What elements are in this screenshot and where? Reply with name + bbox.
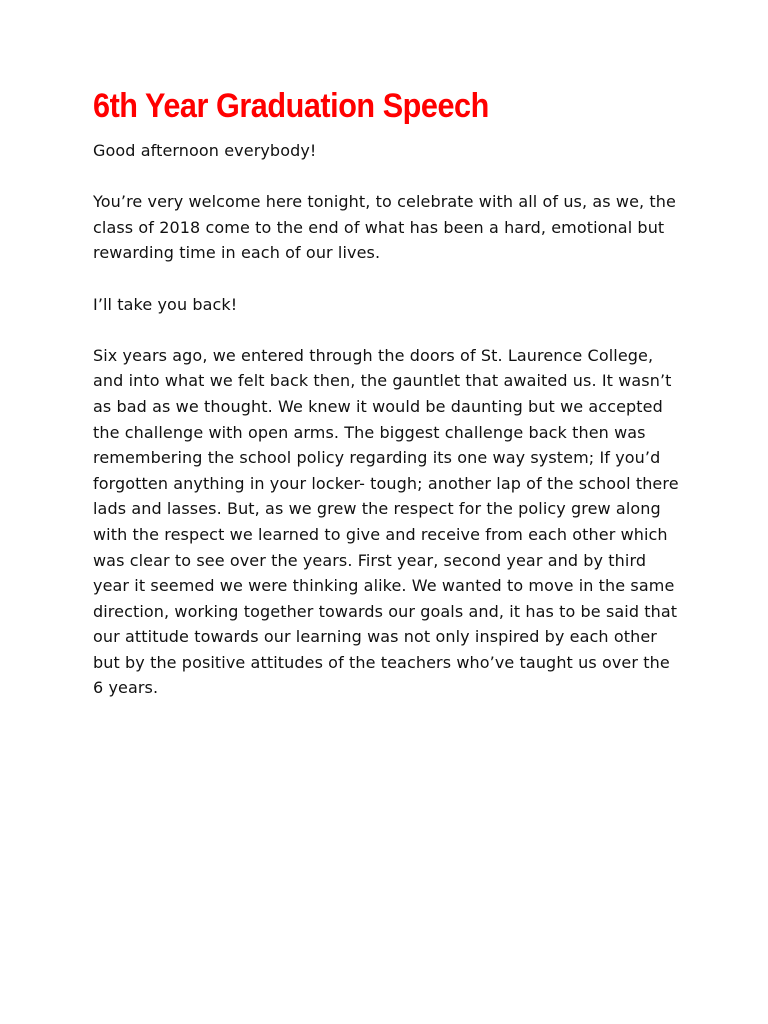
document-title: 6th Year Graduation Speech [93, 87, 489, 125]
welcome-paragraph: You’re very welcome here tonight, to celebrate with all of us, as we, the class of 2018 come to the end of what has been a hard, emotional but rewarding time in each of our lives. [93, 192, 676, 263]
take-back-paragraph: I’ll take you back! [93, 294, 238, 314]
memories-paragraph: Six years ago, we entered through the doors of St. Laurence College, and into what we felt back then, the gauntlet that awaited us. It wasn’t as bad as we thought. We knew it would be daunting but we accepted the challenge with open arms. The biggest challenge back then was remembering the school policy regarding its one way system; If you’d forgotten anything in your locker- tough; another lap of the school there lads and lasses. But, as we grew the respect for the policy grew along with the respect we learned to give and receive from each other which was clear to see over the years. First year, second year and by third year it seemed we were thinking alike. We wanted to move in the same direction, working together towards our goals and, it has to be said that our attitude towards our learning was not only inspired by each other but by the positive attitudes of the teachers who’ve taught us over the 6 years. [93, 345, 679, 698]
document-body [93, 84, 683, 727]
greeting-paragraph: Good afternoon everybody! [93, 141, 317, 160]
